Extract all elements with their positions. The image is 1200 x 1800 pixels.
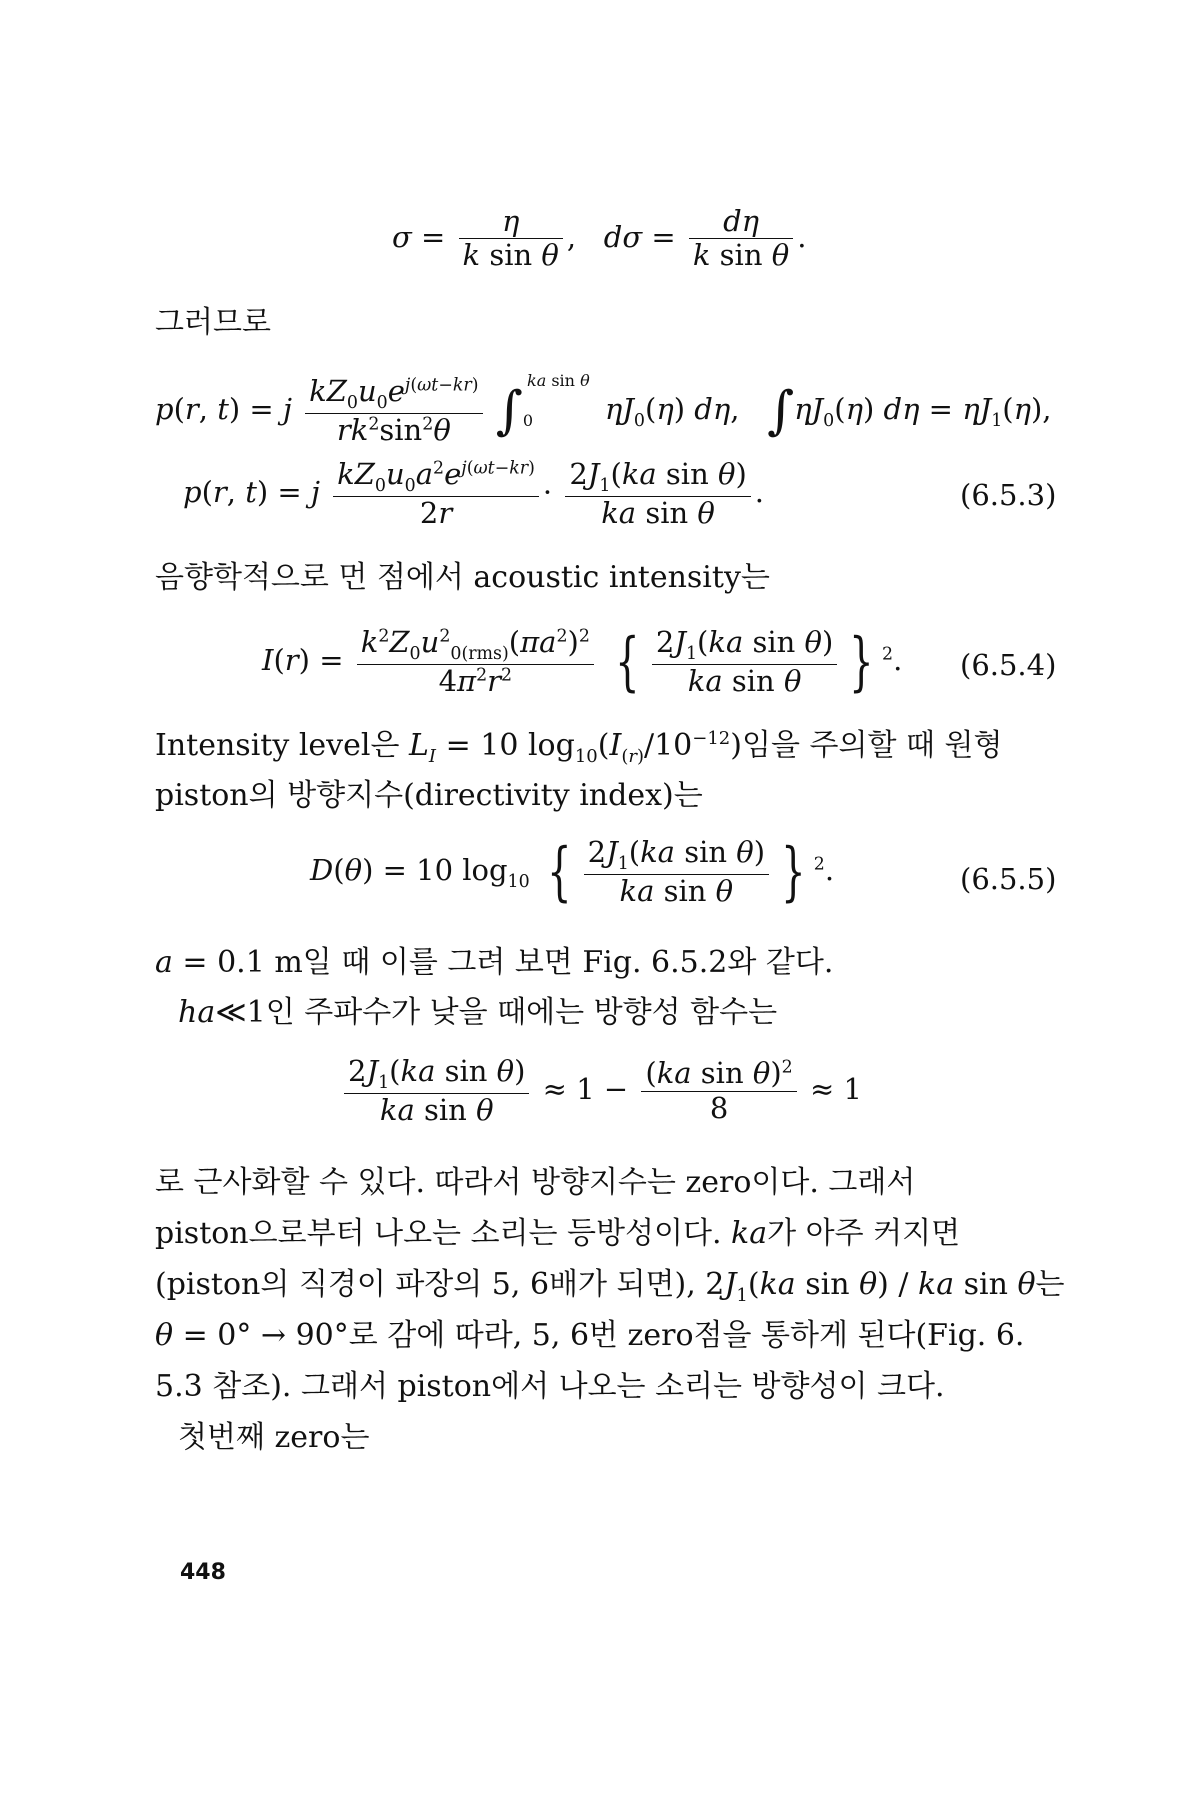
paragraph-text: 그러므로 — [155, 305, 271, 340]
paragraph-text-part: 는 — [1035, 1267, 1065, 1302]
inline-math: $2J_1(ka$ sin θ) / ka sin θ — [705, 1267, 1036, 1306]
equation-number: (6.5.3) — [960, 478, 1057, 512]
inline-math: ha≪ — [178, 995, 247, 1030]
equation-approximation: $\frac{2J_1(ka \sin \theta)}{\text{ka sin θ}}$ ≈ 1 − $\frac{(ka \sin \theta)^2}{8}$ ≈ 1 — [340, 1055, 862, 1127]
paragraph-text: 첫번째 zero는 — [178, 1420, 370, 1455]
equation-6-5-3: p(r, t) = j $\frac{kZ_0u_0a^2e^{j(\omega t-kr)}}{2r}$ · $\frac{2J_1(ka \sin \theta)}{\text{ka sin θ}}$ . — [183, 457, 764, 530]
paragraph-text — [155, 945, 833, 981]
page-number: 448 — [180, 1560, 226, 1585]
paragraph-text: piston의 방향지수(directivity index)는 — [155, 778, 703, 813]
paragraph-text-part: 5, 6번 zero점을 통하게 된다(Fig. 6. — [531, 1318, 1025, 1353]
equation-sigma: σ = $\frac{\eta}{\text{k sin θ}}$ , dσ = $\frac{d\eta}{\text{k sin θ}}$ . — [392, 204, 807, 273]
equation-6-5-4: I(r) = $\frac{k^2Z_0u^2_{0(rms)}(\pi a^2)^2}{4\pi^2r^2}$ { $\frac{2J_1(ka \sin \theta)}{\text{ka sin θ}}$ } $^2$. — [262, 624, 903, 699]
paragraph-text-part: Intensity level은 — [155, 728, 409, 763]
paragraph-text-part: 임을 주의할 때 원형 — [741, 728, 1003, 763]
inline-math: $L_I = 10$ $\log_{10}(I_{(r)}/10^{-12})$ — [409, 728, 742, 767]
inline-math: θ = 0° → 90°로 감에 따라, — [155, 1318, 532, 1353]
paragraph-text — [155, 1267, 1065, 1307]
equation-number: (6.5.4) — [960, 648, 1057, 682]
paragraph-text-part: 1인 주파수가 낮을 때에는 방향성 함수는 — [246, 995, 778, 1030]
equation-pressure-integral: p(r, t) = j $\frac{kZ_0u_0e^{j(\omega t-kr)}}{rk^2\sin^2\theta}$ $\int_0^{ka sin \theta}$ $\eta J_0(\eta)$ dη, $\int\eta J_0(\eta) d\eta = \eta J_1(\eta)$, — [155, 371, 1052, 447]
paragraph-text — [155, 728, 1002, 768]
paragraph-text — [155, 1318, 1024, 1354]
paragraph-text: 5.3 참조). 그래서 piston에서 나오는 소리는 방향성이 크다. — [155, 1369, 945, 1404]
paragraph-text-part: 가 아주 커지면 — [767, 1216, 961, 1251]
equation-number: (6.5.5) — [960, 862, 1057, 896]
paragraph-text-part: piston으로부터 나오는 소리는 등방성이다. — [155, 1216, 732, 1251]
equation-6-5-5: D(θ) = 10 $\log_{10}$ { $\frac{2J_1(ka \sin \theta)}{\text{ka sin θ}}$ } $^2$. — [310, 834, 835, 909]
paragraph-text-part: m일 때 이를 그려 보면 Fig. 6.5.2와 같다. — [274, 945, 834, 980]
paragraph-text — [178, 995, 777, 1031]
paragraph-text: piston으로부터 나오는 소리는 등방성이다. ka가 아주 커지면 — [155, 1216, 961, 1251]
paragraph-text: 로 근사화할 수 있다. 따라서 방향지수는 zero이다. 그래서 — [155, 1165, 916, 1200]
paragraph-text-part: (piston의 직경이 파장의 5, 6배가 되면), — [155, 1267, 706, 1302]
paragraph-text: 음향학적으로 먼 점에서 acoustic intensity는 — [155, 560, 770, 595]
inline-math: a = 0.1 — [155, 945, 275, 980]
